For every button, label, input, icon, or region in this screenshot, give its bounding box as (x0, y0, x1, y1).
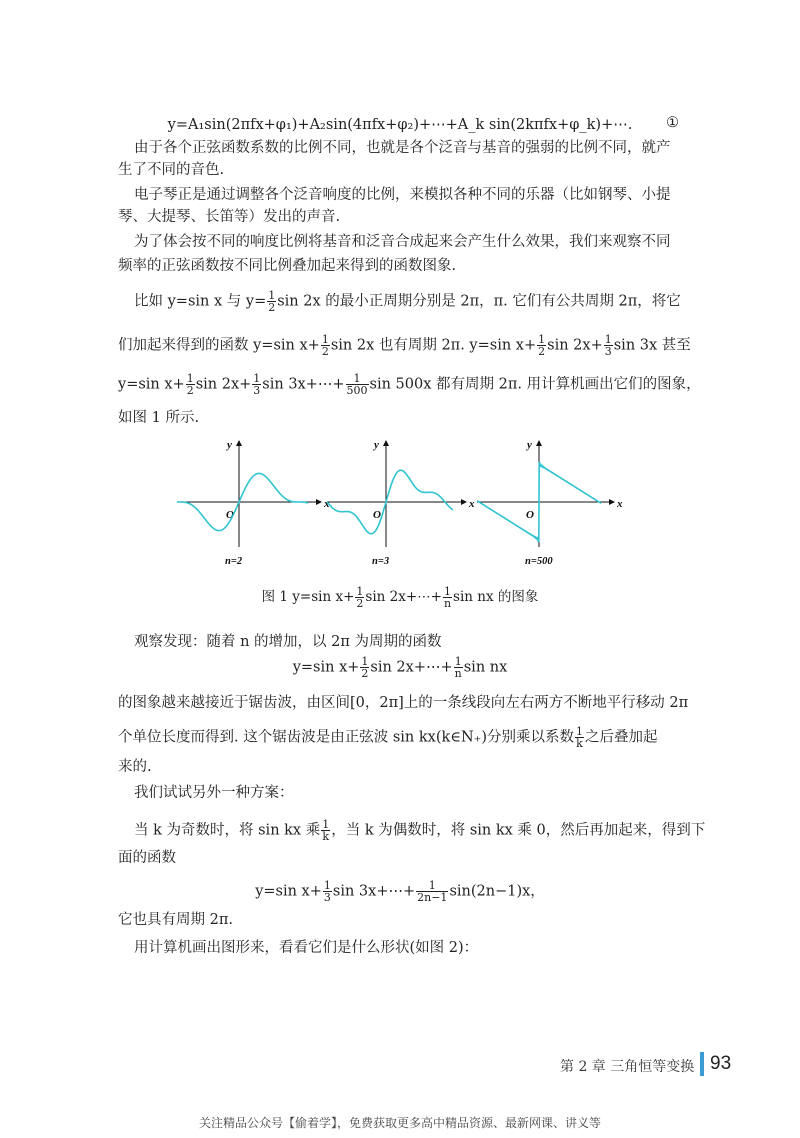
paragraph-example-2 (118, 333, 691, 358)
equation-2 (0, 656, 800, 679)
fraction-denominator: 2 (186, 384, 194, 397)
y-axis-label: y (374, 439, 379, 451)
fraction-third (252, 373, 261, 396)
chapter-accent-bar (700, 1052, 704, 1076)
paragraph-sawtooth-3: 来的. (118, 759, 152, 775)
y-axis-arrow (536, 440, 542, 446)
fraction-five-hundredth (346, 373, 369, 396)
fraction-one-over-n (443, 586, 452, 609)
text-run: sin 2x+ (195, 376, 252, 393)
text-run: 个单位长度而得到. 这个锯齿波是由正弦波 sin kx(k∈N₊)分别乘以系数 (118, 729, 574, 746)
fraction-half (355, 586, 364, 609)
fraction-denominator: 2 (356, 597, 364, 610)
text-run: sin 500x 都有周期 2π. 用计算机画出它们的图象， (369, 376, 701, 393)
fraction-denominator: 2 (321, 345, 329, 358)
origin-label: O (373, 509, 381, 521)
paragraph-timbre-1: 由于各个正弦函数系数的比例不同，也就是各个泛音与基音的强弱的比例不同，就产 (134, 140, 671, 156)
text-run: sin 3x 甚至 (613, 337, 691, 354)
paragraph-keyboard-1: 电子琴正是通过调整各个泛音响度的比例，来模拟各种不同的乐器（比如钢琴、小提 (134, 187, 671, 203)
fraction-denominator: 500 (346, 384, 368, 397)
fraction-denominator: 3 (604, 345, 612, 358)
equation-1: y=A₁sin(2πfx+φ₁)+A₂sin(4πfx+φ₂)+⋯+A_k sin(2kπfx+φ_k)+⋯. (167, 117, 633, 133)
fraction-numerator: 1 (444, 585, 451, 598)
paragraph-timbre-2: 生了不同的音色. (118, 162, 225, 178)
fraction-half (186, 373, 195, 396)
paragraph-sawtooth-1: 的图象越来越接近于锯齿波，由区间[0，2π]上的一条线段向左右两方不断地平行移动 2π (118, 695, 689, 711)
y-axis-arrow (236, 440, 242, 446)
fraction-denominator: 2n−1 (417, 891, 448, 904)
x-axis-label: x (324, 498, 330, 510)
origin-label: O (526, 509, 534, 521)
text-run: sin nx (463, 659, 508, 676)
caption-run: 图 1 y=sin x+ (261, 589, 355, 605)
fraction-denominator: 2 (268, 301, 276, 314)
text-run: sin 2x 也有周期 2π. y=sin x+ (330, 337, 537, 354)
paragraph-sawtooth-2 (118, 726, 684, 749)
text-run: sin 2x 的最小正周期分别是 2π，π. 它们有公共周期 2π，将它 (277, 293, 681, 310)
x-axis-arrow (609, 499, 615, 505)
y-axis-label: y (227, 439, 232, 451)
text-run: sin 2x+⋯+ (370, 659, 453, 676)
equation-1-number: ① (666, 115, 679, 131)
fraction-numerator: 1 (253, 372, 261, 385)
fraction-denominator: 3 (323, 891, 331, 904)
fraction-half (267, 290, 276, 313)
paragraph-another-scheme: 我们试试另外一种方案： (134, 785, 294, 801)
fraction-denominator: n (454, 667, 462, 680)
text-run: ，当 k 为偶数时，将 sin kx 乘 0，然后再加起来，得到下 (331, 822, 706, 839)
text-run: 们加起来得到的函数 y=sin x+ (118, 337, 320, 354)
fraction-third (323, 880, 332, 903)
fraction-denominator: k (322, 830, 330, 843)
fraction-half (321, 334, 330, 357)
fraction-half (360, 656, 369, 679)
text-run: sin(2n−1)x， (449, 883, 545, 900)
fraction-numerator: 1 (323, 879, 331, 892)
fraction-numerator: 1 (454, 655, 462, 668)
origin-label: O (226, 509, 234, 521)
x-axis-label: x (469, 498, 475, 510)
chapter-title: 第 2 章 三角恒等变换 (560, 1059, 695, 1075)
fraction-numerator: 1 (576, 725, 583, 738)
fraction-numerator: 1 (356, 585, 364, 598)
paragraph-example-3 (118, 372, 701, 397)
text-run: sin 2x+ (547, 337, 603, 354)
paragraph-example-4: 如图 1 所示. (118, 410, 200, 426)
x-axis-arrow (461, 499, 467, 505)
text-run: y=sin x+ (118, 376, 185, 393)
equation-3 (0, 880, 800, 903)
fraction-denominator: 2 (361, 667, 369, 680)
page-number: 93 (710, 1053, 732, 1074)
fraction-half (537, 334, 546, 357)
fraction-numerator: 1 (322, 818, 330, 831)
paragraph-observe-2: 频率的正弦函数按不同比例叠加起来得到的函数图象. (118, 258, 457, 274)
fraction-numerator: 1 (361, 655, 369, 668)
paragraph-finding: 观察发现：随着 n 的增加，以 2π 为周期的函数 (134, 634, 442, 650)
x-axis-label: x (617, 498, 623, 510)
fraction-denominator: 3 (253, 384, 261, 397)
panel-label-n-3: n=3 (372, 556, 390, 567)
watermark-text: 关注精品公众号【偷着学】，免费获取更多高中精品资源、最新网课、讲义等 (198, 1116, 601, 1130)
fraction-denominator: 2 (538, 345, 546, 358)
caption-run: sin nx 的图象 (453, 589, 539, 605)
paragraph-odd-even-2: 面的函数 (118, 850, 176, 866)
figure-1-graphs (0, 432, 800, 582)
text-run: 比如 y=sin x 与 y= (134, 293, 267, 310)
fraction-one-over-n (454, 656, 463, 679)
fraction-one-over-k (575, 726, 584, 749)
x-axis-arrow (316, 499, 322, 505)
text-run: 当 k 为奇数时，将 sin kx 乘 (134, 822, 321, 839)
text-run: y=sin x+ (255, 883, 322, 900)
panel-label-n-2: n=2 (225, 556, 243, 567)
fraction-numerator: 1 (268, 289, 276, 302)
text-run: sin 3x+⋯+ (262, 376, 345, 393)
fraction-one-over-2n-1 (416, 880, 448, 903)
fraction-numerator: 1 (416, 880, 448, 892)
caption-run: sin 2x+⋯+ (365, 589, 442, 605)
y-axis-label: y (527, 439, 532, 451)
text-run: sin 3x+⋯+ (332, 883, 416, 900)
figure-1-caption (0, 585, 800, 609)
paragraph-period: 它也具有周期 2π. (118, 912, 233, 928)
y-axis-arrow (383, 440, 389, 446)
paragraph-example-1 (134, 290, 700, 313)
paragraph-observe-1: 为了体会按不同的响度比例将基音和泛音合成起来会产生什么效果，我们来观察不同 (134, 234, 671, 250)
fraction-denominator: n (443, 597, 452, 610)
fraction-numerator: 1 (186, 372, 194, 385)
fraction-third (604, 334, 613, 357)
panel-label-n-500: n=500 (525, 556, 553, 567)
fraction-numerator: 1 (604, 333, 612, 346)
paragraph-draw-figure-2: 用计算机画出图形来，看看它们是什么形状(如图 2)： (134, 940, 479, 956)
fraction-numerator: 1 (538, 333, 546, 346)
fraction-one-over-k (321, 819, 330, 842)
paragraph-odd-even-1 (134, 818, 706, 843)
fraction-numerator: 1 (321, 333, 329, 346)
fraction-denominator: k (576, 737, 583, 750)
fraction-numerator: 1 (346, 373, 369, 385)
paragraph-keyboard-2: 琴、大提琴、长笛等）发出的声音. (118, 209, 341, 225)
text-run: 之后叠加起 (585, 729, 658, 746)
text-run: y=sin x+ (292, 659, 360, 676)
